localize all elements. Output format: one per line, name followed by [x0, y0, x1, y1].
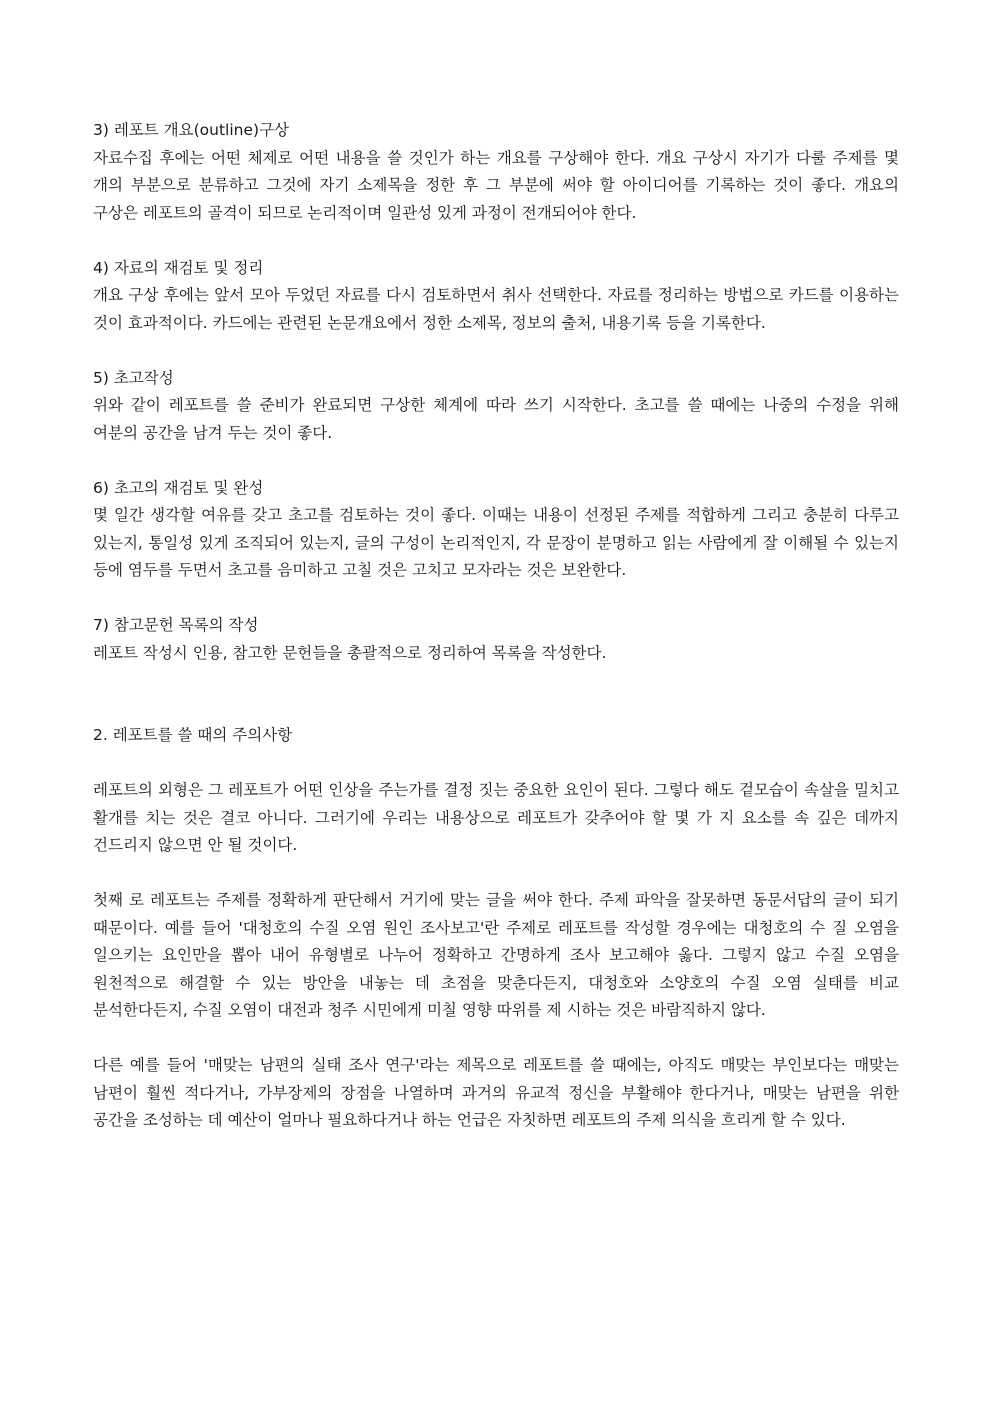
- section-outline: [93, 117, 899, 227]
- section-body: 위와 같이 레포트를 쓸 준비가 완료되면 구상한 체계에 따라 쓰기 시작한다. 초고를 쓸 때에는 나중의 수정을 위해 여분의 공간을 남겨 두는 것이 좋다.: [93, 396, 899, 442]
- chapter-paragraph: 레포트의 외형은 그 레포트가 어떤 인상을 주는가를 결정 짓는 중요한 요인이 된다. 그렇다 해도 겉모습이 속살을 밀치고 활개를 치는 것은 결코 아니다. 그러기에 우리는 내용상으로 레포트가 갖추어야 할 몇 가 지 요소를 속 깊은 데까지 건드리지 않으면 안 될 것이다.: [93, 781, 899, 854]
- section-draft: [93, 365, 899, 448]
- section-body: 자료수집 후에는 어떤 체제로 어떤 내용을 쓸 것인가 하는 개요를 구상해야 한다. 개요 구상시 자기가 다룰 주제를 몇 개의 부분으로 분류하고 그것에 자기 소제목을 정한 후 그 부분에 써야 할 아이디어를 기록하는 것이 좋다. 개요의 구상은 레포트의 골격이 되므로 논리적이며 일관성 있게 과정이 전개되어야 한다.: [93, 148, 899, 222]
- section-draft-review: [93, 475, 899, 585]
- section-heading: 3) 레포트 개요(outline)구상: [93, 121, 290, 139]
- chapter-paragraph: 다른 예를 들어 '매맞는 남편의 실태 조사 연구'라는 제목으로 레포트를 쓸 때에는, 아직도 매맞는 부인보다는 매맞는 남편이 훨씬 적다거나, 가부장제의 장점을 나열하며 과거의 유교적 정신을 부활해야 한다거나, 매맞는 남편을 위한 공간을 조성하는 데 예산이 얼마나 필요하다거나 하는 언급은 자칫하면 레포트의 주제 의식을 흐리게 할 수 있다.: [93, 1056, 899, 1129]
- section-body: 레포트 작성시 인용, 참고한 문헌들을 총괄적으로 정리하여 목록을 작성한다.: [93, 643, 607, 662]
- section-body: 개요 구상 후에는 앞서 모아 두었던 자료를 다시 검토하면서 취사 선택한다. 자료를 정리하는 방법으로 카드를 이용하는 것이 효과적이다. 카드에는 관련된 논문개요에서 정한 소제목, 정보의 출처, 내용기록 등을 기록한다.: [93, 286, 899, 332]
- section-references: [93, 612, 899, 667]
- section-body: 몇 일간 생각할 여유를 갖고 초고를 검토하는 것이 좋다. 이때는 내용이 선정된 주제를 적합하게 그리고 충분히 다루고 있는지, 통일성 있게 조직되어 있는지, 글의 구성이 논리적인지, 각 문장이 분명하고 읽는 사람에게 잘 이해될 수 있는지 등에 염두를 두면서 초고를 음미하고 고칠 것은 고치고 모자라는 것은 보완한다.: [93, 506, 899, 579]
- chapter-heading: 2. 레포트를 쓸 때의 주의사항: [93, 726, 293, 744]
- section-review-materials: [93, 255, 899, 338]
- section-heading: 4) 자료의 재검토 및 정리: [93, 258, 264, 277]
- chapter-paragraph: 첫째 로 레포트는 주제를 정확하게 판단해서 거기에 맞는 글을 써야 한다. 주제 파악을 잘못하면 동문서답의 글이 되기 때문이다. 예를 들어 '대청호의 수질 오염 원인 조사보고'란 주제로 레포트를 작성할 경우에는 대청호의 수 질 오염을 일으키는 요인만을 뽑아 내어 유형별로 나누어 정확하고 간명하게 조사 보고해야 옳다. 그렇지 않고 수질 오염을 원천적으로 해결할 수 있는 방안을 내놓는 데 초점을 맞춘다든지, 대청호와 소양호의 수질 오염 실태를 비교 분석한다든지, 수질 오염이 대전과 청주 시민에게 미칠 영향 따위를 제 시하는 것은 바람직하지 않다.: [93, 891, 899, 1019]
- section-heading: 6) 초고의 재검토 및 완성: [93, 478, 264, 497]
- document-page: [93, 117, 899, 1135]
- section-heading: 5) 초고작성: [93, 368, 174, 387]
- section-heading: 7) 참고문헌 목록의 작성: [93, 616, 259, 634]
